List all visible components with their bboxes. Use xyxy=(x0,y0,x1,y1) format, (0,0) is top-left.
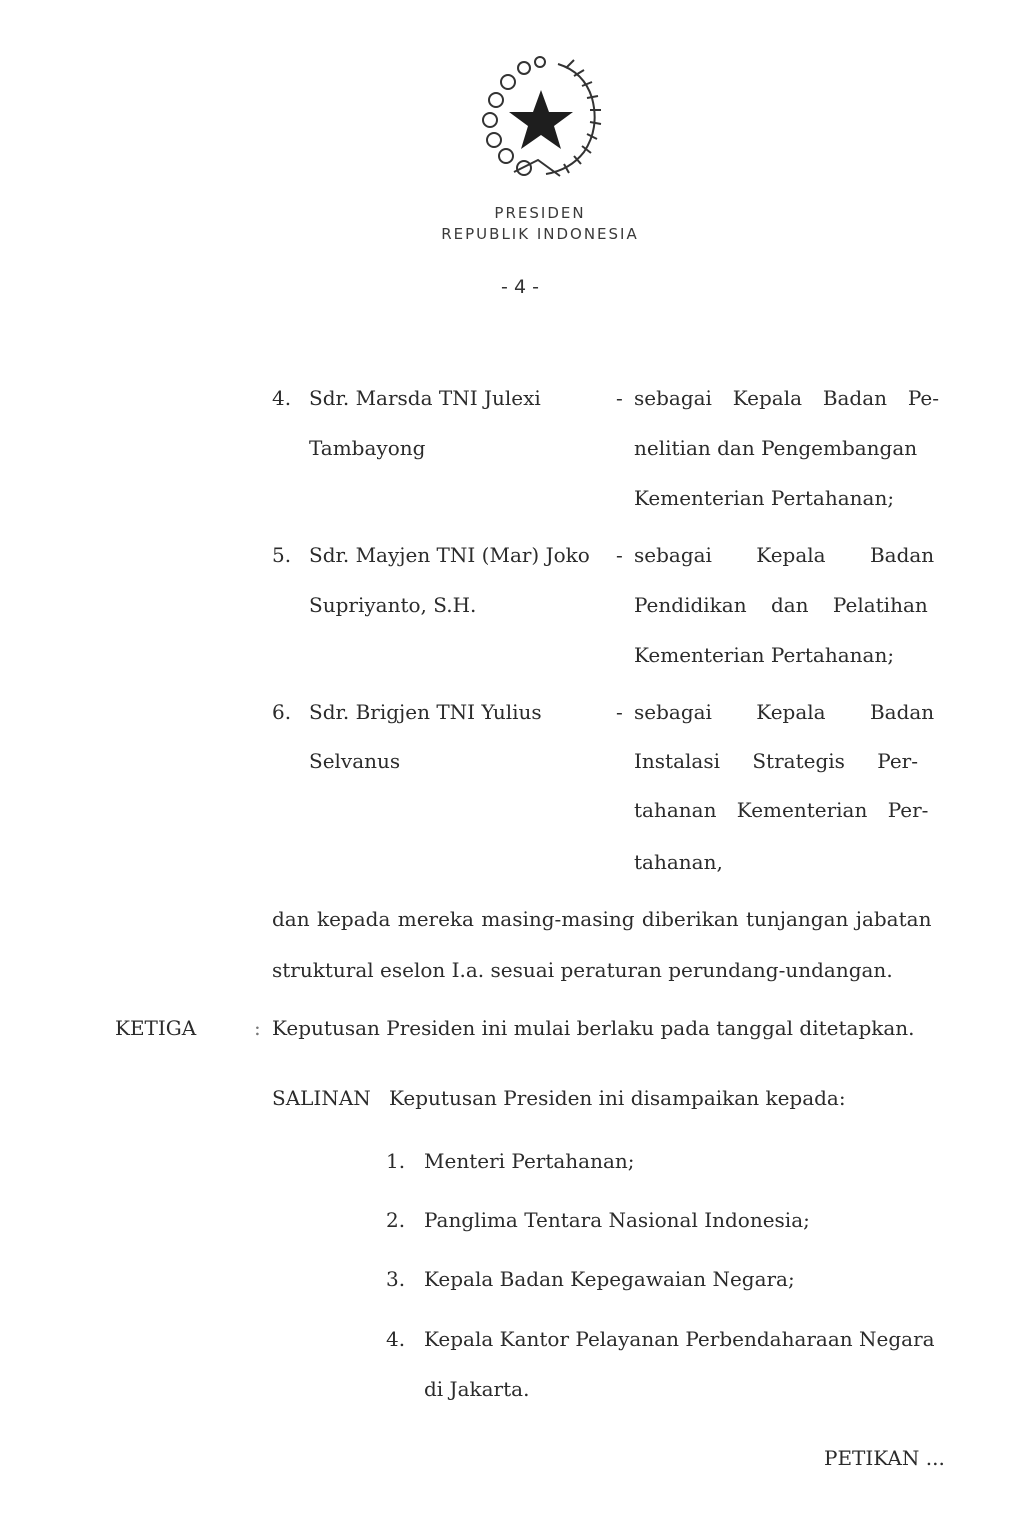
header-republic: REPUBLIK INDONESIA xyxy=(441,225,639,243)
position-line: sebagai Kepala Badan xyxy=(634,700,935,724)
recipient-text: Menteri Pertahanan; xyxy=(424,1149,635,1173)
allowance-text: struktural eselon I.a. sesuai peraturan perundang-undangan. xyxy=(272,958,893,982)
recipient-text: Kepala Badan Kepegawaian Negara; xyxy=(424,1267,795,1291)
appointee-name-cont: Supriyanto, S.H. xyxy=(309,593,477,617)
appointee-name: Sdr. Mayjen TNI (Mar) Joko xyxy=(309,543,590,567)
position-line: Pendidikan dan Pelatihan xyxy=(634,593,928,617)
recipient-text: Panglima Tentara Nasional Indonesia; xyxy=(424,1208,810,1232)
position-line: Kementerian Pertahanan; xyxy=(634,643,895,667)
position-line: sebagai Kepala Badan Pe- xyxy=(634,386,939,410)
appointee-name: Sdr. Brigjen TNI Yulius xyxy=(309,700,542,724)
appointment-number: 4. xyxy=(272,386,292,410)
position-line: Instalasi Strategis Per- xyxy=(634,749,918,773)
position-dash: - xyxy=(616,543,623,567)
recipient-number: 1. xyxy=(386,1149,406,1173)
recipient-number: 2. xyxy=(386,1208,406,1232)
appointee-name: Sdr. Marsda TNI Julexi xyxy=(309,386,541,410)
salinan-label: SALINAN xyxy=(272,1086,371,1110)
continuation-marker: PETIKAN ... xyxy=(824,1446,945,1470)
position-dash: - xyxy=(616,386,623,410)
presidential-emblem-icon xyxy=(474,48,608,182)
position-line: sebagai Kepala Badan xyxy=(634,543,935,567)
recipient-number: 4. xyxy=(386,1327,406,1351)
section-colon: : xyxy=(254,1016,261,1040)
section-label-ketiga: KETIGA xyxy=(115,1016,197,1040)
appointee-name-cont: Selvanus xyxy=(309,749,401,773)
recipient-text: Kepala Kantor Pelayanan Perbendaharaan Negara xyxy=(424,1327,935,1351)
salinan-text: Keputusan Presiden ini disampaikan kepada: xyxy=(389,1086,846,1110)
recipient-number: 3. xyxy=(386,1267,406,1291)
recipient-text-cont: di Jakarta. xyxy=(424,1377,530,1401)
position-line: tahanan Kementerian Per- xyxy=(634,798,929,822)
position-line: tahanan, xyxy=(634,850,723,874)
position-dash: - xyxy=(616,700,623,724)
allowance-text: dan kepada mereka masing-masing diberikan tunjangan jabatan xyxy=(272,907,932,931)
ketiga-text: Keputusan Presiden ini mulai berlaku pada tanggal ditetapkan. xyxy=(272,1016,915,1040)
position-line: Kementerian Pertahanan; xyxy=(634,486,895,510)
appointment-number: 5. xyxy=(272,543,292,567)
appointee-name-cont: Tambayong xyxy=(309,436,426,460)
appointment-number: 6. xyxy=(272,700,292,724)
header-president: PRESIDEN xyxy=(494,204,586,222)
position-line: nelitian dan Pengembangan xyxy=(634,436,918,460)
page-number: - 4 - xyxy=(501,276,539,298)
